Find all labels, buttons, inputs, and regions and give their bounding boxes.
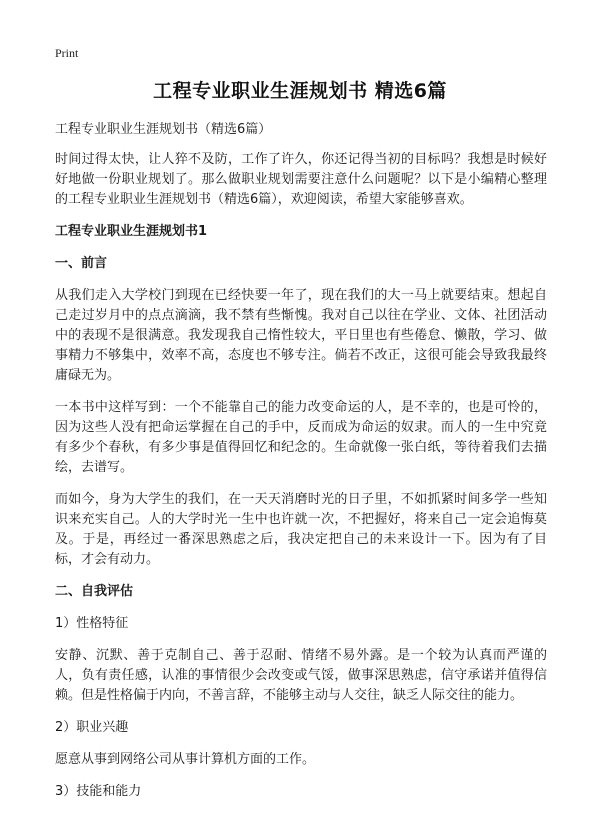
paragraph: 愿意从事到网络公司从事计算机方面的工作。 [55, 752, 316, 767]
paragraph: 从我们走入大学校门到现在已经快要一年了，现在我们的大一马上就要结束。想起自己走过岁月中的点点滴滴，我不禁有些惭愧。我对自己以往在学业、文体、社团活动中的表现不是很满意。我发现我自己惰性较大，平日里也有些倦怠、懒散，学习、做事精力不够集中，效率不高，态度也不够专注。倘若不改正，这很可能会导致我最终庸碌无为。 [55, 288, 547, 383]
paragraph: 一本书中这样写到：一个不能靠自己的能力改变命运的人，是不幸的，也是可怜的，因为这些人没有把命运掌握在自己的手中，反而成为命运的奴隶。而人的一生中究竟有多少个春秋，有多少事是值得回忆和纪念的。生命就像一张白纸，等待着我们去描绘，去谱写。 [55, 400, 547, 475]
document-title: 工程专业职业生涯规划书 精选6篇 [153, 80, 447, 102]
paragraph: 安静、沉默、善于克制自己、善于忍耐、情绪不易外露。是一个较为认真而严谨的人，负有责任感，认准的事情很少会改变或气馁，做事深思熟虑，信守承诺并值得信赖。但是性格偏于内向，不善言辞，不能够主动与人交往，缺乏人际交往的能力。 [55, 648, 547, 703]
article-heading: 工程专业职业生涯规划书1 [55, 224, 208, 239]
intro-paragraph: 时间过得太快，让人猝不及防，工作了许久，你还记得当初的目标吗？我想是时候好好地做一份职业规划了。那么做职业规划需要注意什么问题呢？以下是小编精心整理的工程专业职业生涯规划书（精选6篇），欢迎阅读，希望大家能够喜欢。 [55, 152, 547, 207]
section-heading-preface: 一、前言 [55, 256, 108, 271]
subsection-career-interest: 2）职业兴趣 [55, 720, 129, 735]
document-subtitle: 工程专业职业生涯规划书（精选6篇） [55, 122, 272, 137]
document-body [55, 120, 547, 814]
section-heading-self-assessment: 二、自我评估 [55, 584, 134, 599]
subsection-skills: 3）技能和能力 [55, 784, 142, 799]
print-link[interactable]: Print [55, 46, 79, 60]
subsection-personality: 1）性格特征 [55, 616, 129, 631]
paragraph: 而如今，身为大学生的我们，在一天天消磨时光的日子里，不如抓紧时间多学一些知识来充实自己。人的大学时光一生中也许就一次，不把握好，将来自己一定会追悔莫及。于是，再经过一番深思熟虑之后，我决定把自己的未来设计一下。因为有了目标，才会有动力。 [55, 492, 547, 567]
